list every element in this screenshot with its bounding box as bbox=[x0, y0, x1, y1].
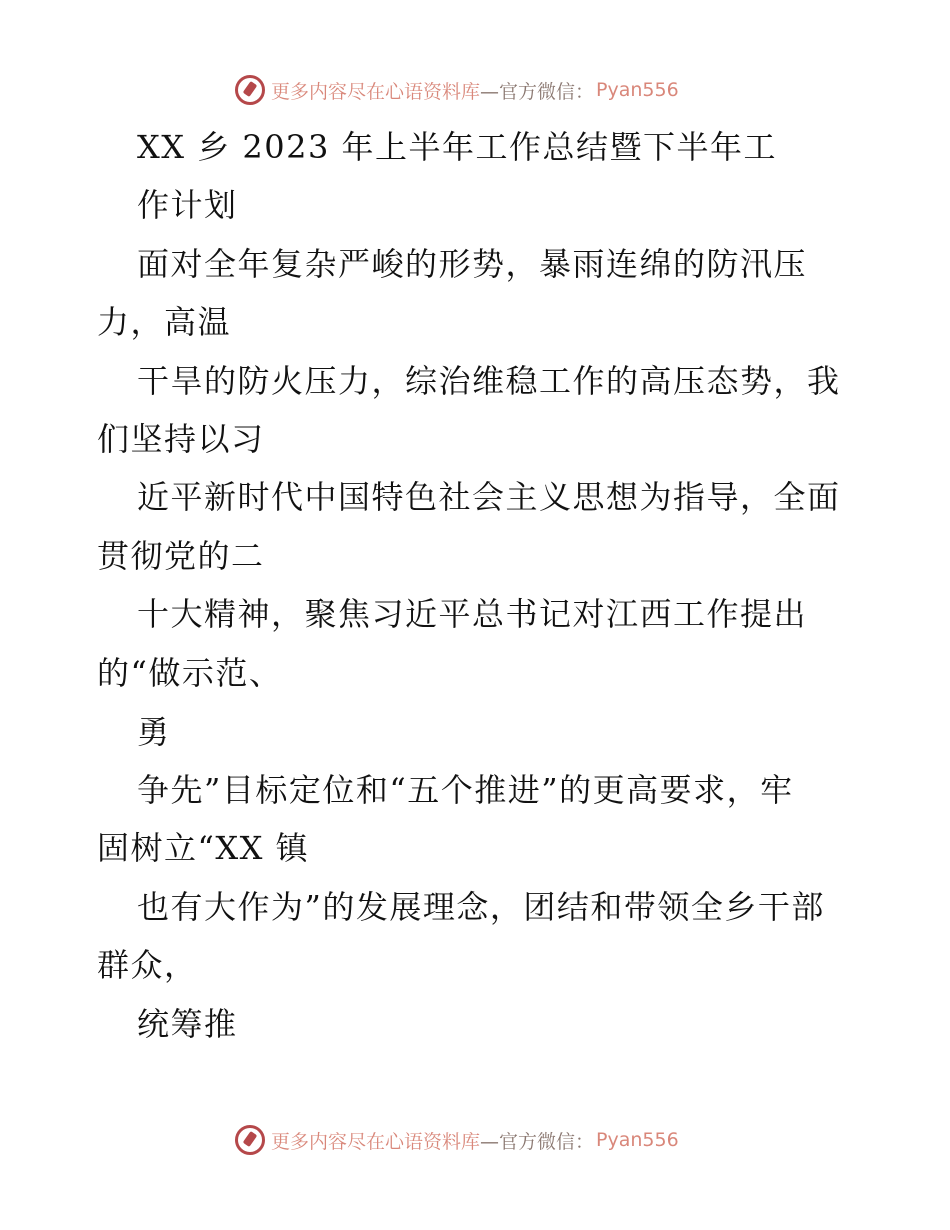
body-line: 统筹推 bbox=[137, 1005, 238, 1043]
body-line: 力，高温 bbox=[97, 303, 232, 341]
body-line: 干旱的防火压力，综治维稳工作的高压态势，我 bbox=[137, 362, 841, 400]
body-line: 固树立“XX 镇 bbox=[97, 829, 310, 867]
body-line: 们坚持以习 bbox=[97, 420, 265, 458]
body-line: 近平新时代中国特色社会主义思想为指导，全面 bbox=[137, 478, 841, 516]
pen-logo-icon bbox=[235, 1125, 265, 1155]
body-line: 贯彻党的二 bbox=[97, 537, 265, 575]
body-line: 的“做示范、 bbox=[97, 654, 283, 692]
body-line: 也有大作为”的发展理念，团结和带领全乡干部 bbox=[137, 888, 825, 926]
title-line-2: 作计划 bbox=[137, 186, 238, 224]
footer-watermark: 更多内容尽在心语资料库 —官方微信： Pyan556 bbox=[235, 1125, 679, 1155]
pen-logo-icon bbox=[235, 75, 265, 105]
body-line: 十大精神，聚焦习近平总书记对江西工作提出 bbox=[137, 595, 808, 633]
body-line: 争先”目标定位和“五个推进”的更高要求，牢 bbox=[137, 771, 794, 809]
header-watermark: 更多内容尽在心语资料库 —官方微信： Pyan556 bbox=[235, 75, 679, 105]
title-line-1: XX 乡 2023 年上半年工作总结暨下半年工 bbox=[137, 128, 778, 166]
body-line: 勇 bbox=[137, 713, 171, 751]
body-line: 面对全年复杂严峻的形势，暴雨连绵的防汛压 bbox=[137, 245, 808, 283]
body-line: 群众， bbox=[97, 946, 198, 984]
